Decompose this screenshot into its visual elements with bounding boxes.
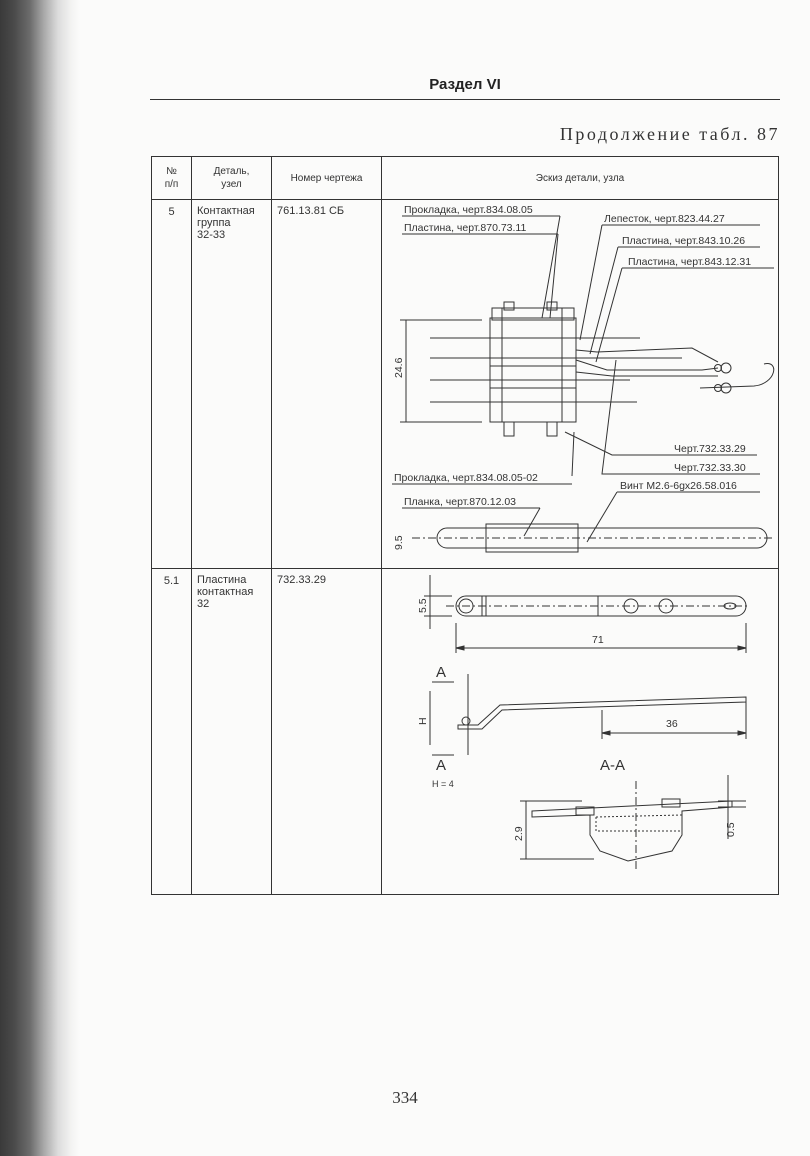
part-name-line: контактная xyxy=(197,586,254,598)
section-title: Раздел VI xyxy=(429,76,501,93)
dim-length-71: 71 xyxy=(592,634,604,646)
header-num xyxy=(152,157,192,200)
row-number: 5 xyxy=(152,200,192,569)
header-part-line1: Деталь, xyxy=(213,166,250,177)
part-name-line: 32 xyxy=(197,598,210,610)
table-row xyxy=(152,200,779,569)
part-name-line: Контактная xyxy=(197,205,255,217)
label-screw: Винт М2.6-6gх26.58.016 xyxy=(620,480,737,492)
h-label: Н xyxy=(417,717,429,725)
label-drawing-29: Черт.732.33.29 xyxy=(674,443,746,455)
label-gasket: Прокладка, черт.834.08.05 xyxy=(404,204,533,216)
header-rule xyxy=(150,99,780,100)
table-continuation-caption: Продолжение табл. 87 xyxy=(559,124,780,144)
header-num-line1: № xyxy=(166,166,177,177)
dim-depth-label: 2.9 xyxy=(513,826,525,841)
dim-height-label: 24.6 xyxy=(393,357,405,378)
label-bar: Планка, черт.870.12.03 xyxy=(404,496,517,508)
row-part-name xyxy=(192,200,272,569)
header-num-line2: п/п xyxy=(164,179,179,190)
plate-sketch xyxy=(382,569,781,888)
section-title-aa: А-А xyxy=(600,757,626,774)
row-drawing-number: 732.33.29 xyxy=(272,569,382,895)
assembly-sketch-cell xyxy=(382,200,779,569)
header-part-line2: узел xyxy=(221,179,242,190)
header-drawing: Номер чертежа xyxy=(272,157,382,200)
assembly-sketch xyxy=(382,200,781,562)
label-lug: Лепесток, черт.823.44.27 xyxy=(604,213,725,225)
part-name-line: Пластина xyxy=(197,574,247,586)
table-row xyxy=(152,569,779,895)
parts-table xyxy=(151,156,779,895)
row-part-name xyxy=(192,569,272,895)
dim-small-label: 9.5 xyxy=(393,535,405,550)
row-number: 5.1 xyxy=(152,569,192,895)
part-name-line: 32-33 xyxy=(197,229,226,241)
label-drawing-30: Черт.732.33.30 xyxy=(674,462,746,474)
header-sketch: Эскиз детали, узла xyxy=(382,157,779,200)
label-gasket-02: Прокладка, черт.834.08.05-02 xyxy=(394,472,538,484)
page-number: 334 xyxy=(392,1088,418,1107)
dim-length-36: 36 xyxy=(666,718,678,730)
header-part xyxy=(192,157,272,200)
h-value-note: Н = 4 xyxy=(432,779,454,789)
book-spine-shadow xyxy=(0,0,80,1156)
plate-sketch-cell xyxy=(382,569,779,895)
dim-width-label: 5.5 xyxy=(417,598,429,613)
row-drawing-number: 761.13.81 СБ xyxy=(272,200,382,569)
section-mark-bottom: А xyxy=(436,757,447,774)
label-plate-843-12: Пластина, черт.843.12.31 xyxy=(628,256,752,268)
part-name-line: группа xyxy=(197,217,231,229)
section-mark-top: А xyxy=(436,664,447,681)
label-plate-870: Пластина, черт.870.73.11 xyxy=(404,222,527,234)
dim-thickness-label: 0.5 xyxy=(725,822,737,837)
table-header-row xyxy=(152,157,779,200)
label-plate-843-10: Пластина, черт.843.10.26 xyxy=(622,235,746,247)
